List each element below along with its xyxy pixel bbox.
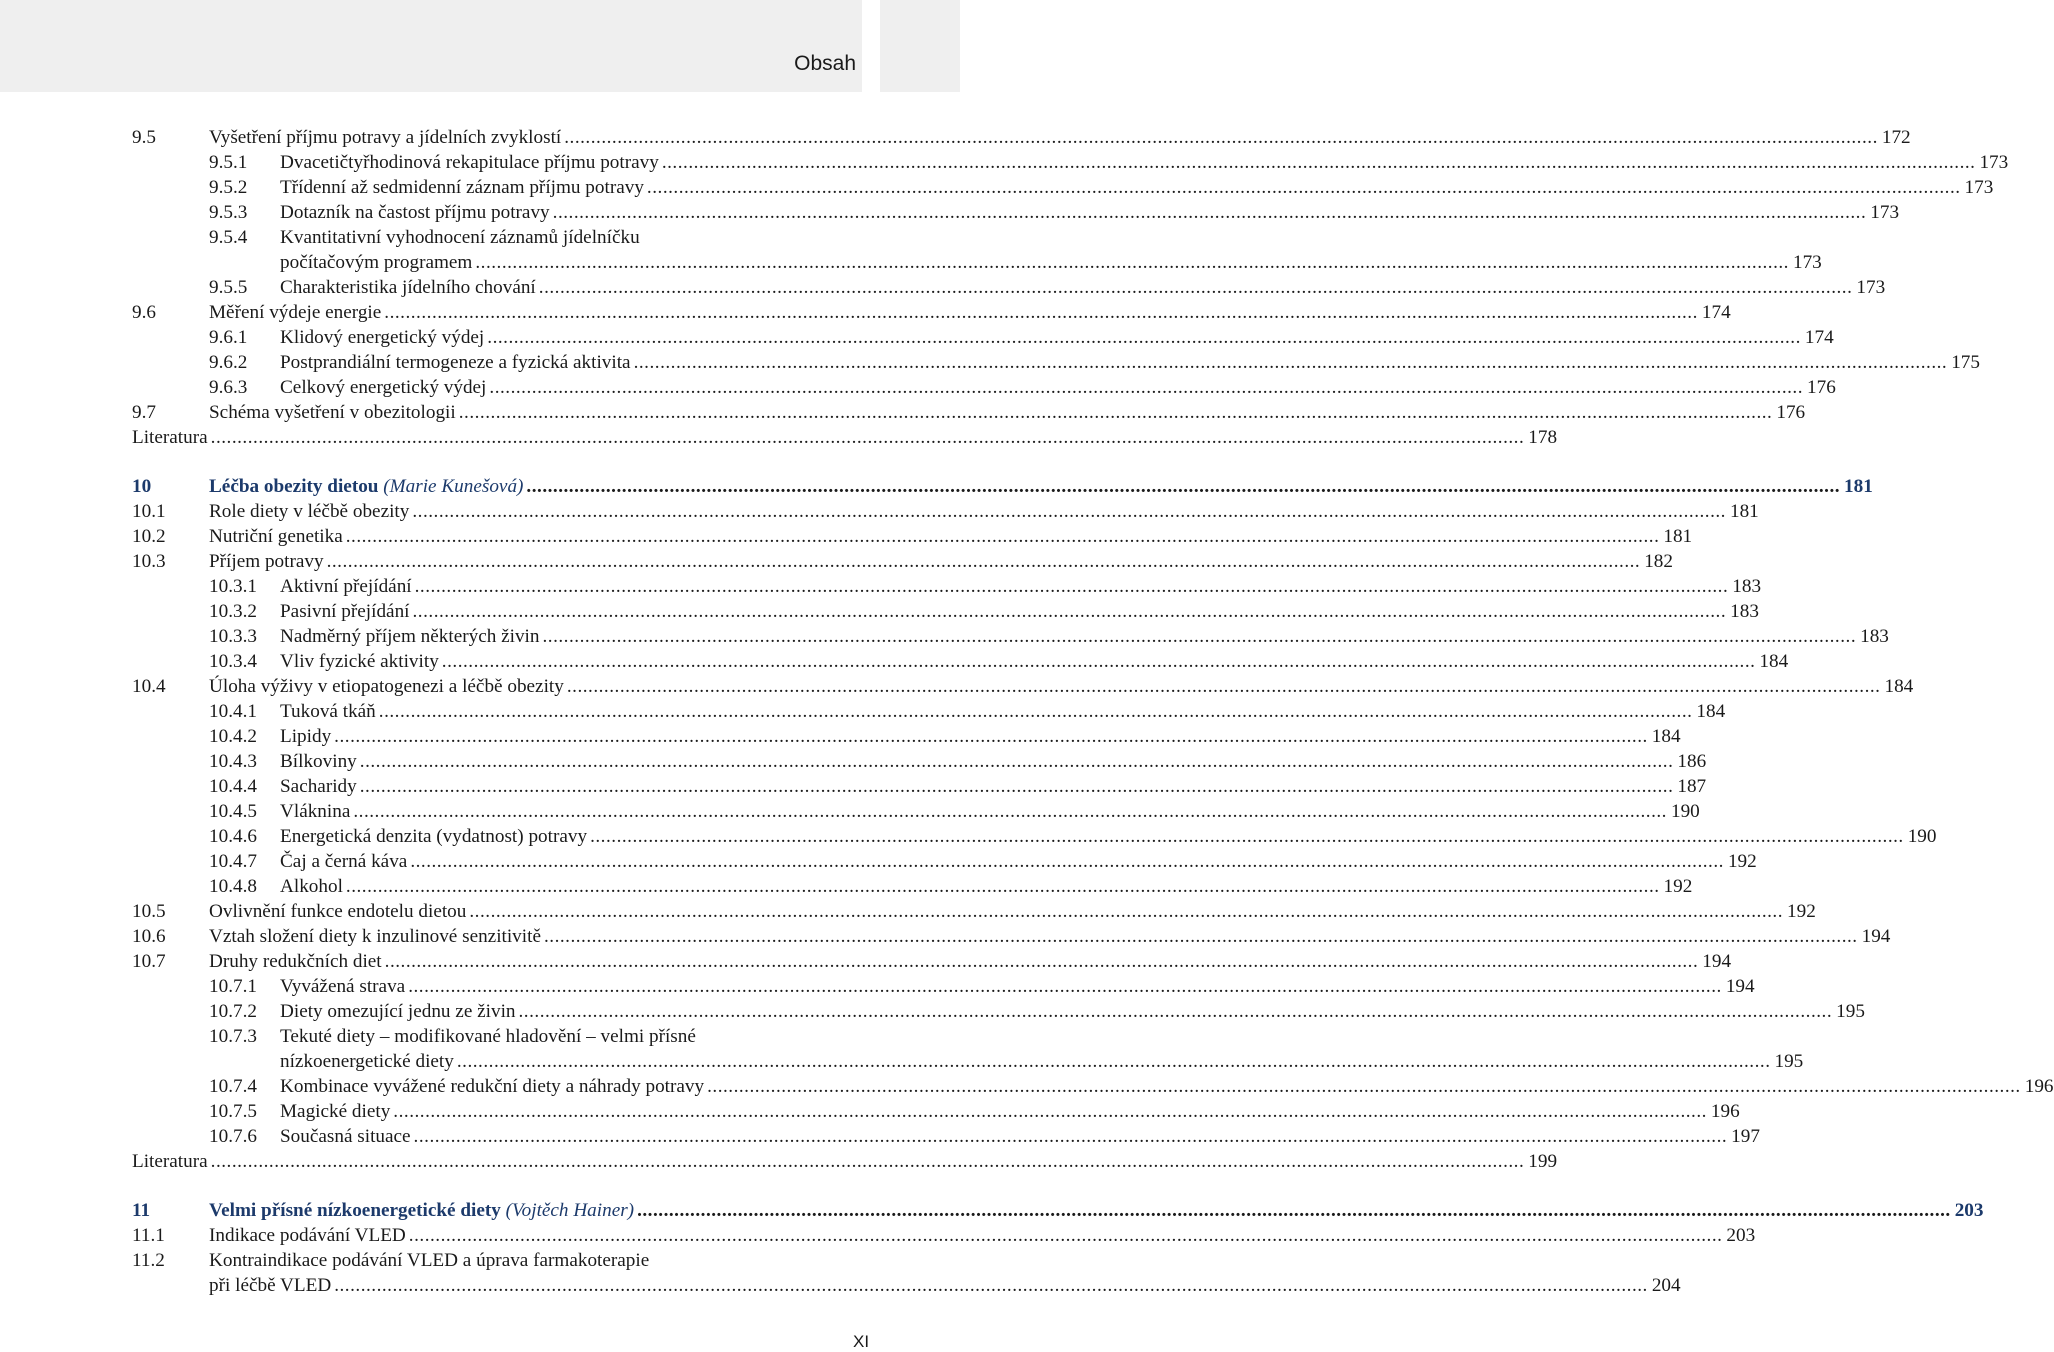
toc-row[interactable] bbox=[132, 824, 1937, 849]
toc-number: 10.7.4 bbox=[209, 1076, 257, 1097]
toc-row[interactable] bbox=[132, 774, 1707, 799]
toc-number: 10.2 bbox=[132, 526, 166, 547]
toc-leader bbox=[631, 350, 1948, 375]
toc-row[interactable] bbox=[132, 250, 1822, 275]
toc-number: 9.6.2 bbox=[209, 352, 248, 373]
toc-row[interactable] bbox=[132, 724, 1681, 749]
toc-number: 10.7.5 bbox=[209, 1101, 257, 1122]
toc-leader bbox=[486, 375, 1803, 400]
toc-title: při léčbě VLED bbox=[209, 1275, 332, 1296]
toc-number: 9.6 bbox=[132, 302, 156, 323]
toc-leader bbox=[659, 150, 1976, 175]
toc-page: 184 bbox=[1884, 676, 1914, 697]
toc-number: 10.1 bbox=[132, 501, 166, 522]
toc-row[interactable] bbox=[132, 1124, 1760, 1149]
toc-author: (Vojtěch Hainer) bbox=[505, 1200, 635, 1221]
toc-page: 195 bbox=[1836, 1001, 1865, 1022]
toc-title: Charakteristika jídelního chování bbox=[280, 277, 536, 298]
toc-page: 173 bbox=[1870, 202, 1900, 223]
toc-title: Pasivní přejídání bbox=[280, 601, 410, 622]
toc-page: 181 bbox=[1729, 501, 1759, 522]
toc-leader bbox=[587, 824, 1904, 849]
toc-number: 10.4.3 bbox=[209, 751, 257, 772]
toc-leader bbox=[472, 250, 1789, 275]
toc-title: Tekuté diety – modifikované hladovění – velmi přísné bbox=[280, 1026, 696, 1047]
toc-leader bbox=[390, 1099, 1707, 1124]
toc-number: 10.4.2 bbox=[209, 726, 257, 747]
toc-number: 9.6.3 bbox=[209, 377, 248, 398]
toc-row[interactable] bbox=[132, 499, 1759, 524]
toc-number: 10.7.2 bbox=[209, 1001, 257, 1022]
toc-title: Schéma vyšetření v obezitologii bbox=[209, 402, 456, 423]
toc-page: 183 bbox=[1730, 601, 1759, 622]
toc-leader bbox=[410, 599, 1727, 624]
toc-row[interactable] bbox=[132, 849, 1757, 874]
toc-number: 9.5.5 bbox=[209, 277, 248, 298]
toc-page: 192 bbox=[1787, 901, 1816, 922]
toc-row[interactable] bbox=[132, 350, 1980, 375]
toc-number: 10.3.4 bbox=[209, 651, 257, 672]
toc-title: Dotazník na častost příjmu potravy bbox=[280, 202, 550, 223]
toc-row[interactable] bbox=[132, 200, 1900, 225]
toc-page: 184 bbox=[1696, 701, 1726, 722]
toc-number: 10.3.2 bbox=[209, 601, 257, 622]
toc-page: 196 bbox=[2024, 1076, 2054, 1097]
table-of-contents bbox=[132, 125, 2054, 1298]
toc-number: 10.4.6 bbox=[209, 826, 257, 847]
toc-number: 10.5 bbox=[132, 901, 166, 922]
toc-title: Měření výdeje energie bbox=[209, 302, 382, 323]
toc-row[interactable] bbox=[132, 1074, 2054, 1099]
toc-number: 11.2 bbox=[132, 1250, 165, 1271]
toc-page: 173 bbox=[1856, 277, 1886, 298]
toc-number: 10.7.3 bbox=[209, 1026, 257, 1047]
toc-row[interactable] bbox=[132, 275, 1886, 300]
toc-row[interactable] bbox=[132, 749, 1707, 774]
toc-leader bbox=[454, 1049, 1771, 1074]
toc-page: 203 bbox=[1726, 1225, 1756, 1246]
toc-leader bbox=[561, 125, 1878, 150]
toc-page: 176 bbox=[1776, 402, 1806, 423]
toc-number: 10.3.3 bbox=[209, 626, 257, 647]
toc-title: Literatura bbox=[132, 427, 208, 448]
toc-row[interactable] bbox=[132, 325, 1834, 350]
toc-page: 181 bbox=[1663, 526, 1693, 547]
toc-leader bbox=[439, 649, 1756, 674]
toc-leader bbox=[456, 400, 1773, 425]
toc-number: 10.6 bbox=[132, 926, 166, 947]
toc-row[interactable] bbox=[132, 624, 1889, 649]
toc-row[interactable] bbox=[132, 175, 1994, 200]
toc-title: Alkohol bbox=[280, 876, 343, 897]
toc-page: 183 bbox=[1860, 626, 1889, 647]
toc-row[interactable] bbox=[132, 1024, 870, 1049]
toc-title: Kombinace vyvážené redukční diety a náhrady potravy bbox=[280, 1076, 705, 1097]
toc-title: Postprandiální termogeneze a fyzická aktivita bbox=[280, 352, 631, 373]
toc-title: Literatura bbox=[132, 1151, 208, 1172]
toc-page: 174 bbox=[1804, 327, 1834, 348]
toc-row[interactable] bbox=[132, 1248, 870, 1273]
toc-number: 9.5.3 bbox=[209, 202, 248, 223]
toc-title: Vláknina bbox=[280, 801, 351, 822]
toc-title: Třídenní až sedmidenní záznam příjmu potravy bbox=[280, 177, 644, 198]
toc-number: 10.4.4 bbox=[209, 776, 257, 797]
toc-title: Kontraindikace podávání VLED a úprava farmakoterapie bbox=[209, 1250, 650, 1271]
toc-title: Léčba obezity dietou (Marie Kunešová) bbox=[209, 476, 524, 497]
toc-row[interactable] bbox=[132, 225, 870, 250]
toc-title: Dvacetičtyřhodinová rekapitulace příjmu potravy bbox=[280, 152, 659, 173]
toc-title: Vliv fyzické aktivity bbox=[280, 651, 439, 672]
toc-row[interactable] bbox=[132, 400, 1806, 425]
toc-row[interactable] bbox=[132, 974, 1755, 999]
toc-page: 172 bbox=[1881, 127, 1911, 148]
toc-row[interactable] bbox=[132, 1149, 1558, 1174]
toc-number: 10.7.1 bbox=[209, 976, 257, 997]
toc-row[interactable] bbox=[132, 649, 1789, 674]
toc-title: Nadměrný příjem některých živin bbox=[280, 626, 540, 647]
toc-page: 186 bbox=[1677, 751, 1707, 772]
toc-page: 173 bbox=[1979, 152, 2009, 173]
toc-title: Celkový energetický výdej bbox=[280, 377, 487, 398]
toc-leader bbox=[539, 624, 1856, 649]
toc-title: Klidový energetický výdej bbox=[280, 327, 485, 348]
toc-leader bbox=[516, 999, 1833, 1024]
toc-row[interactable] bbox=[132, 574, 1762, 599]
toc-title: Ovlivnění funkce endotelu dietou bbox=[209, 901, 467, 922]
toc-page: 184 bbox=[1651, 726, 1681, 747]
toc-title: Velmi přísné nízkoenergetické diety (Vojtěch Hainer) bbox=[209, 1200, 635, 1221]
toc-page: 187 bbox=[1677, 776, 1707, 797]
toc-title: počítačovým programem bbox=[280, 252, 473, 273]
toc-number: 9.5.4 bbox=[209, 227, 248, 248]
toc-page: 194 bbox=[1725, 976, 1755, 997]
toc-row[interactable] bbox=[132, 1223, 1756, 1248]
toc-page: 174 bbox=[1701, 302, 1731, 323]
toc-row[interactable] bbox=[132, 674, 1914, 699]
toc-row[interactable] bbox=[132, 799, 1700, 824]
toc-number: 11.1 bbox=[132, 1225, 165, 1246]
toc-leader bbox=[541, 924, 1858, 949]
toc-number: 10.7 bbox=[132, 951, 166, 972]
toc-chapter-row[interactable] bbox=[132, 474, 1873, 499]
toc-number: 10.4.5 bbox=[209, 801, 257, 822]
toc-page: 181 bbox=[1844, 476, 1873, 497]
toc-title: Druhy redukčních diet bbox=[209, 951, 382, 972]
toc-leader bbox=[704, 1074, 2021, 1099]
toc-leader bbox=[208, 425, 1525, 450]
toc-page: 176 bbox=[1807, 377, 1836, 398]
toc-leader bbox=[324, 549, 1641, 574]
toc-number: 10.4.1 bbox=[209, 701, 257, 722]
toc-leader bbox=[644, 175, 1961, 200]
toc-row[interactable] bbox=[132, 524, 1693, 549]
toc-page: 190 bbox=[1907, 826, 1937, 847]
toc-title: Kvantitativní vyhodnocení záznamů jídelníčku bbox=[280, 227, 640, 248]
toc-leader bbox=[564, 674, 1881, 699]
toc-leader bbox=[357, 749, 1674, 774]
toc-title: Vztah složení diety k inzulinové senzitivitě bbox=[209, 926, 541, 947]
toc-page: 190 bbox=[1670, 801, 1700, 822]
toc-number: 10.7.6 bbox=[209, 1126, 257, 1147]
toc-leader bbox=[409, 499, 1726, 524]
toc-number: 9.7 bbox=[132, 402, 156, 423]
page-number: XI bbox=[853, 1332, 870, 1351]
toc-leader bbox=[466, 899, 1783, 924]
toc-page: 182 bbox=[1644, 551, 1673, 572]
toc-leader bbox=[382, 949, 1699, 974]
toc-row[interactable] bbox=[132, 1049, 1804, 1074]
toc-number: 9.6.1 bbox=[209, 327, 248, 348]
toc-title: Magické diety bbox=[280, 1101, 391, 1122]
header-tab bbox=[880, 0, 960, 92]
toc-row[interactable] bbox=[132, 1099, 1740, 1124]
toc-page: 178 bbox=[1528, 427, 1558, 448]
toc-row[interactable] bbox=[132, 874, 1693, 899]
toc-chapter-row[interactable] bbox=[132, 1198, 1984, 1223]
toc-number: 9.5 bbox=[132, 127, 156, 148]
toc-number: 10.4.7 bbox=[209, 851, 257, 872]
toc-page: 173 bbox=[1792, 252, 1822, 273]
toc-leader bbox=[536, 275, 1853, 300]
toc-author: (Marie Kunešová) bbox=[383, 476, 524, 497]
toc-row[interactable] bbox=[132, 425, 1558, 450]
toc-number: 10 bbox=[132, 476, 152, 497]
toc-row[interactable] bbox=[132, 899, 1816, 924]
toc-leader bbox=[357, 774, 1674, 799]
toc-number: 11 bbox=[132, 1200, 151, 1221]
toc-title: Role diety v léčbě obezity bbox=[209, 501, 410, 522]
toc-row[interactable] bbox=[132, 599, 1759, 624]
toc-row[interactable] bbox=[132, 375, 1836, 400]
toc-page: 184 bbox=[1759, 651, 1789, 672]
toc-title: Tuková tkáň bbox=[280, 701, 376, 722]
toc-leader bbox=[376, 699, 1693, 724]
page-title: Obsah bbox=[794, 52, 856, 75]
toc-leader bbox=[405, 974, 1722, 999]
toc-page: 199 bbox=[1528, 1151, 1558, 1172]
toc-row[interactable] bbox=[132, 150, 2009, 175]
toc-title: Aktivní přejídání bbox=[280, 576, 412, 597]
toc-row[interactable] bbox=[132, 300, 1731, 325]
toc-leader bbox=[550, 200, 1867, 225]
toc-page: 192 bbox=[1727, 851, 1757, 872]
toc-row[interactable] bbox=[132, 1273, 1681, 1298]
toc-row[interactable] bbox=[132, 549, 1673, 574]
toc-leader bbox=[331, 724, 1648, 749]
toc-leader bbox=[350, 799, 1667, 824]
toc-leader bbox=[343, 874, 1660, 899]
toc-number: 10.4.8 bbox=[209, 876, 257, 897]
toc-leader bbox=[407, 849, 1724, 874]
toc-title: Vyvážená strava bbox=[280, 976, 406, 997]
toc-row[interactable] bbox=[132, 924, 1891, 949]
header-band bbox=[0, 0, 862, 92]
toc-number: 10.3.1 bbox=[209, 576, 257, 597]
toc-title: Současná situace bbox=[280, 1126, 411, 1147]
toc-number: 10.3 bbox=[132, 551, 166, 572]
toc-page: 194 bbox=[1861, 926, 1891, 947]
toc-leader bbox=[411, 1124, 1728, 1149]
toc-page: 195 bbox=[1774, 1051, 1804, 1072]
toc-title: Úloha výživy v etiopatogenezi a léčbě obezity bbox=[209, 676, 564, 697]
toc-title: nízkoenergetické diety bbox=[280, 1051, 454, 1072]
toc-page: 204 bbox=[1651, 1275, 1681, 1296]
toc-page: 173 bbox=[1964, 177, 1994, 198]
toc-page: 183 bbox=[1732, 576, 1762, 597]
toc-number: 9.5.1 bbox=[209, 152, 248, 173]
toc-title: Bílkoviny bbox=[280, 751, 357, 772]
toc-page: 197 bbox=[1731, 1126, 1760, 1147]
toc-page: 194 bbox=[1702, 951, 1732, 972]
toc-title: Čaj a černá káva bbox=[280, 851, 408, 872]
toc-page: 203 bbox=[1954, 1200, 1984, 1221]
toc-leader bbox=[406, 1223, 1723, 1248]
toc-title: Vyšetření příjmu potravy a jídelních zvyklostí bbox=[209, 127, 562, 148]
toc-leader bbox=[381, 300, 1698, 325]
toc-title: Diety omezující jednu ze živin bbox=[280, 1001, 516, 1022]
toc-page: 175 bbox=[1951, 352, 1980, 373]
toc-row[interactable] bbox=[132, 949, 1732, 974]
toc-title: Lipidy bbox=[280, 726, 332, 747]
toc-leader bbox=[208, 1149, 1525, 1174]
toc-title: Energetická denzita (vydatnost) potravy bbox=[280, 826, 588, 847]
toc-number: 9.5.2 bbox=[209, 177, 248, 198]
toc-row[interactable] bbox=[132, 699, 1726, 724]
toc-number: 10.4 bbox=[132, 676, 166, 697]
toc-leader bbox=[634, 1198, 1951, 1223]
toc-page: 192 bbox=[1663, 876, 1693, 897]
toc-leader bbox=[523, 474, 1840, 499]
toc-leader bbox=[412, 574, 1729, 599]
toc-title: Nutriční genetika bbox=[209, 526, 343, 547]
toc-leader bbox=[343, 524, 1660, 549]
toc-page: 196 bbox=[1710, 1101, 1740, 1122]
toc-title: Příjem potravy bbox=[209, 551, 324, 572]
toc-title: Sacharidy bbox=[280, 776, 357, 797]
toc-leader bbox=[331, 1273, 1648, 1298]
toc-row[interactable] bbox=[132, 999, 1865, 1024]
toc-row[interactable] bbox=[132, 125, 1911, 150]
toc-title: Indikace podávání VLED bbox=[209, 1225, 406, 1246]
toc-leader bbox=[484, 325, 1801, 350]
